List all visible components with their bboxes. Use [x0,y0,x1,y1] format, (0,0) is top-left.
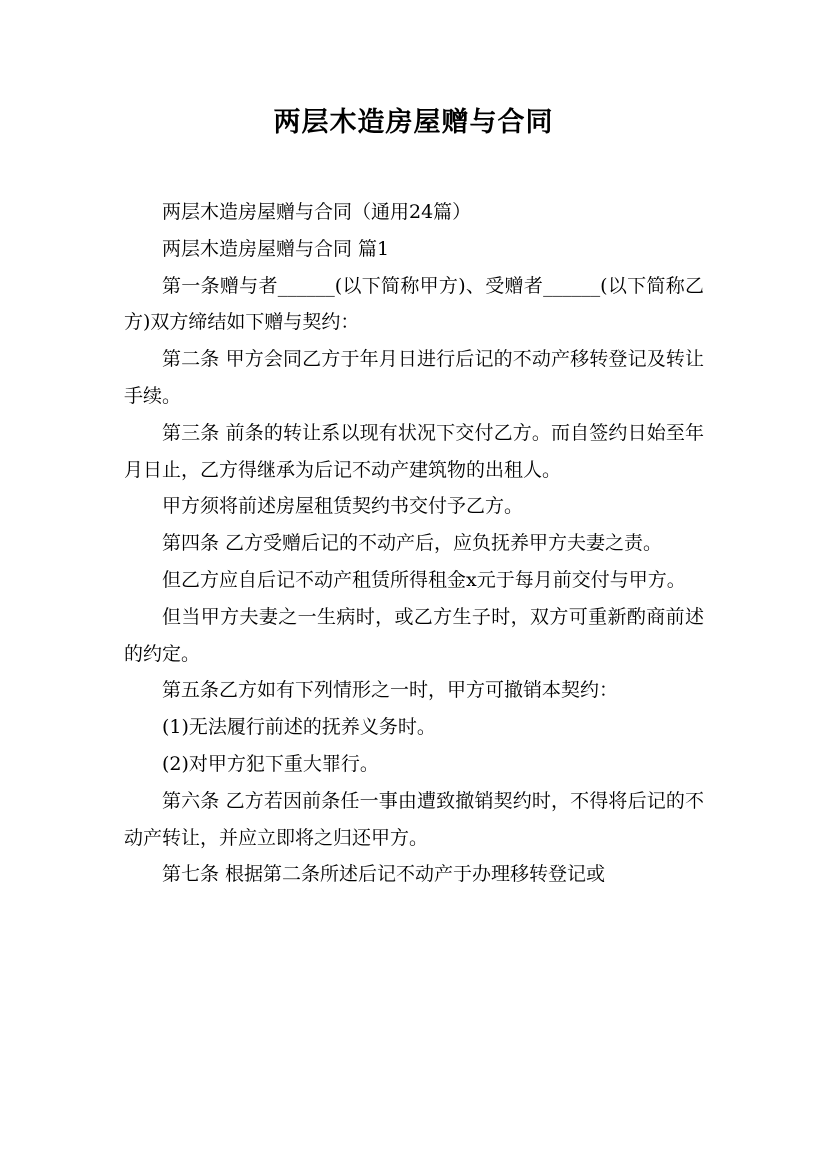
document-body [124,194,704,893]
paragraph-article-6: 第六条 乙方若因前条任一事由遭致撤销契约时，不得将后记的不动产转让，并应立即将之归还甲方。 [124,789,704,849]
paragraph-article-7: 第七条 根据第二条所述后记不动产于办理移转登记或 [162,863,606,886]
document-title: 两层木造房屋赠与合同 [273,107,554,138]
paragraph-renegotiation: 但当甲方夫妻之一生病时，或乙方生子时，双方可重新酌商前述的约定。 [124,605,704,665]
paragraph-article-5: 第五条乙方如有下列情形之一时，甲方可撤销本契约： [162,679,619,702]
paragraph-condition-2: (2)对甲方犯下重大罪行。 [162,752,379,775]
paragraph-article-3: 第三条 前条的转让系以现有状况下交付乙方。而自签约日始至年月日止，乙方得继承为后记不动产建筑物的出租人。 [124,421,704,481]
paragraph-article-2: 第二条 甲方会同乙方于年月日进行后记的不动产移转登记及转让手续。 [124,348,704,407]
paragraph-lease-transfer: 甲方须将前述房屋租赁契约书交付予乙方。 [162,495,524,518]
paragraph-section-heading: 两层木造房屋赠与合同 篇1 [162,237,390,260]
paragraph-rent-payment: 但乙方应自后记不动产租赁所得租金x元于每月前交付与甲方。 [162,568,686,591]
paragraph-subtitle: 两层木造房屋赠与合同（通用24篇） [162,201,472,223]
paragraph-article-1: 第一条赠与者______(以下简称甲方)、受赠者______(以下简称乙方)双方缔结如下赠与契约： [124,274,704,334]
paragraph-condition-1: (1)无法履行前述的抚养义务时。 [162,716,436,739]
paragraph-article-4: 第四条 乙方受赠后记的不动产后，应负抚养甲方夫妻之责。 [162,532,663,555]
